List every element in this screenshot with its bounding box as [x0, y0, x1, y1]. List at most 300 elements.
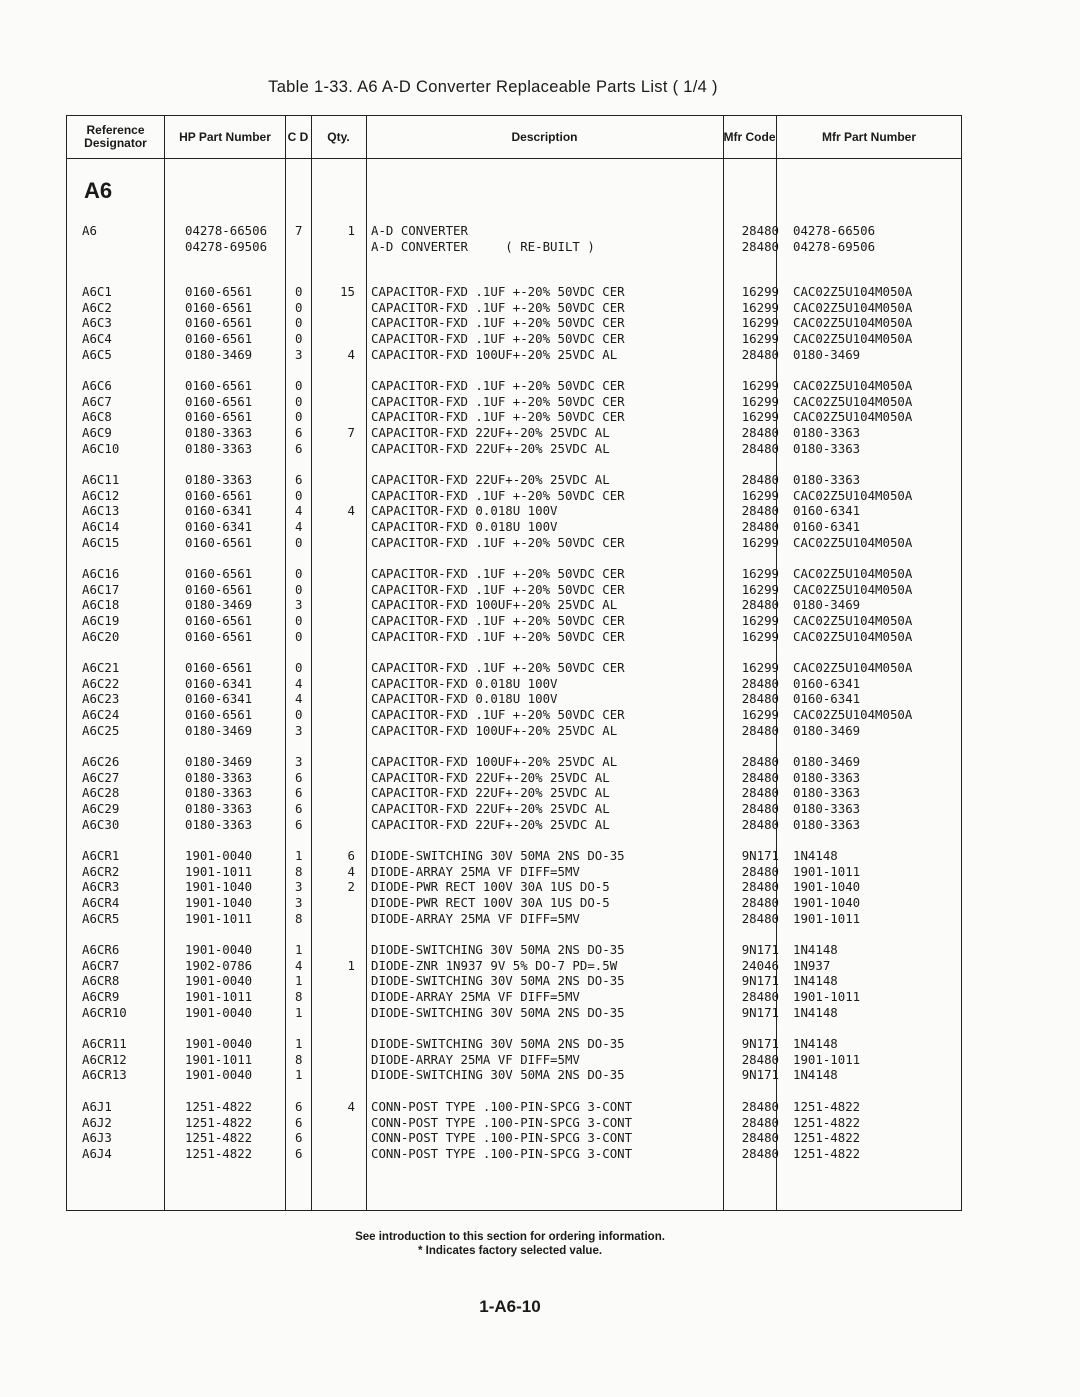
- cell-mpn: CAC02Z5U104M050A: [793, 378, 913, 393]
- cell-cd: 3: [295, 346, 303, 362]
- row-group: [67, 660, 961, 738]
- cell-desc: CAPACITOR-FXD .1UF +-20% 50VDC CER: [371, 566, 625, 581]
- cell-part: 0180-3469: [185, 346, 253, 362]
- cell-mfr: 16299: [741, 487, 779, 503]
- cell-mpn: 1901-1011: [793, 989, 861, 1005]
- cell-mpn: CAC02Z5U104M050A: [793, 534, 913, 550]
- cell-part: 0160-6561: [185, 534, 253, 550]
- table-row: [67, 378, 961, 394]
- cell-cd: 8: [295, 863, 303, 879]
- row-group: [67, 284, 961, 362]
- cell-qty: 4: [347, 1099, 355, 1114]
- cell-mpn: CAC02Z5U104M050A: [793, 613, 913, 629]
- cell-mpn: 1N937: [793, 957, 831, 973]
- cell-qty: 6: [347, 848, 355, 863]
- cell-desc: DIODE-ARRAY 25MA VF DIFF=5MV: [371, 1051, 580, 1067]
- cell-cd: 4: [295, 675, 303, 691]
- cell-mfr: 16299: [741, 566, 779, 581]
- cell-ref: A6C29: [82, 801, 120, 817]
- cell-part: 0180-3363: [185, 801, 253, 817]
- cell-mpn: 1901-1011: [793, 863, 861, 879]
- cell-mpn: CAC02Z5U104M050A: [793, 487, 913, 503]
- cell-part: 1901-1040: [185, 879, 253, 895]
- cell-desc: DIODE-SWITCHING 30V 50MA 2NS DO-35: [371, 848, 625, 863]
- cell-mfr: 16299: [741, 331, 779, 347]
- table-row: [67, 394, 961, 410]
- cell-part: 0160-6561: [185, 284, 253, 299]
- header-mfr-part-number: Mfr Part Number: [821, 129, 916, 144]
- header-qty: Qty.: [327, 129, 350, 144]
- cell-cd: 3: [295, 895, 303, 911]
- cell-qty: 4: [347, 503, 355, 519]
- cell-part: 0180-3469: [185, 597, 253, 613]
- cell-cd: 6: [295, 785, 303, 801]
- cell-mfr: 16299: [741, 284, 779, 299]
- cell-part: 0160-6561: [185, 707, 253, 723]
- cell-ref: A6CR8: [82, 973, 120, 989]
- cell-part: 04278-66506: [185, 223, 268, 238]
- table-row: [67, 942, 961, 958]
- cell-part: 1251-4822: [185, 1114, 253, 1130]
- footnote-ordering: See introduction to this section for ordering information.: [355, 1231, 665, 1243]
- cell-part: 0160-6561: [185, 409, 253, 425]
- cell-mpn: 1901-1040: [793, 895, 861, 911]
- table-row: [67, 707, 961, 723]
- cell-mpn: 0180-3469: [793, 346, 861, 362]
- cell-mpn: CAC02Z5U104M050A: [793, 315, 913, 331]
- cell-mfr: 16299: [741, 299, 779, 315]
- row-group: [67, 754, 961, 832]
- cell-mpn: CAC02Z5U104M050A: [793, 409, 913, 425]
- cell-mpn: CAC02Z5U104M050A: [793, 707, 913, 723]
- cell-desc: CAPACITOR-FXD 22UF+-20% 25VDC AL: [371, 472, 610, 487]
- cell-part: 1251-4822: [185, 1146, 253, 1162]
- cell-ref: A6C5: [82, 346, 112, 362]
- table-row: [67, 785, 961, 801]
- cell-cd: 4: [295, 519, 303, 535]
- cell-part: 0180-3469: [185, 722, 253, 738]
- cell-mfr: 16299: [741, 315, 779, 331]
- table-row: [67, 331, 961, 347]
- cell-cd: 0: [295, 331, 303, 347]
- table-row: [67, 958, 961, 974]
- cell-mpn: 0180-3469: [793, 597, 861, 613]
- cell-mfr: 28480: [741, 879, 779, 895]
- cell-mpn: 1251-4822: [793, 1130, 861, 1146]
- cell-desc: CAPACITOR-FXD 100UF+-20% 25VDC AL: [371, 597, 618, 613]
- cell-mfr: 9N171: [741, 1036, 779, 1051]
- cell-ref: A6C7: [82, 393, 112, 409]
- cell-mfr: 28480: [741, 722, 779, 738]
- cell-mpn: 1251-4822: [793, 1114, 861, 1130]
- cell-cd: 0: [295, 613, 303, 629]
- cell-ref: A6C23: [82, 691, 120, 707]
- table-row: [67, 864, 961, 880]
- cell-part: 1901-1011: [185, 989, 253, 1005]
- cell-desc: DIODE-SWITCHING 30V 50MA 2NS DO-35: [371, 973, 625, 989]
- cell-qty: 2: [347, 879, 355, 895]
- row-group: [67, 223, 961, 254]
- cell-part: 1901-0040: [185, 1067, 253, 1083]
- cell-qty: 4: [347, 863, 355, 879]
- cell-desc: CAPACITOR-FXD 0.018U 100V: [371, 675, 558, 691]
- table-row: [67, 676, 961, 692]
- cell-ref: A6C22: [82, 675, 120, 691]
- cell-mfr: 28480: [741, 895, 779, 911]
- cell-desc: CAPACITOR-FXD .1UF +-20% 50VDC CER: [371, 393, 625, 409]
- cell-mfr: 9N171: [741, 942, 779, 957]
- cell-mfr: 28480: [741, 1130, 779, 1146]
- cell-ref: A6CR5: [82, 910, 120, 926]
- cell-part: 0160-6561: [185, 581, 253, 597]
- cell-cd: 6: [295, 801, 303, 817]
- cell-mpn: CAC02Z5U104M050A: [793, 566, 913, 581]
- header-cd: C D: [287, 129, 309, 144]
- header-hp-part-number: HP Part Number: [179, 129, 271, 144]
- cell-part: 1901-1011: [185, 863, 253, 879]
- cell-cd: 0: [295, 581, 303, 597]
- cell-mpn: 0180-3363: [793, 440, 861, 456]
- cell-desc: CAPACITOR-FXD .1UF +-20% 50VDC CER: [371, 315, 625, 331]
- cell-desc: DIODE-SWITCHING 30V 50MA 2NS DO-35: [371, 1067, 625, 1083]
- cell-mfr: 9N171: [741, 973, 779, 989]
- cell-desc: CAPACITOR-FXD 0.018U 100V: [371, 503, 558, 519]
- cell-ref: A6C1: [82, 284, 112, 299]
- cell-cd: 4: [295, 957, 303, 973]
- cell-cd: 1: [295, 942, 303, 957]
- table-row: [67, 441, 961, 457]
- table-row: [67, 629, 961, 645]
- cell-desc: DIODE-SWITCHING 30V 50MA 2NS DO-35: [371, 1036, 625, 1051]
- cell-mpn: 1901-1040: [793, 879, 861, 895]
- cell-part: 1901-0040: [185, 942, 253, 957]
- cell-cd: 6: [295, 1099, 303, 1114]
- cell-ref: A6: [82, 223, 97, 238]
- row-group: [67, 848, 961, 926]
- cell-part: 0160-6561: [185, 566, 253, 581]
- cell-mfr: 28480: [741, 1099, 779, 1114]
- cell-part: 1251-4822: [185, 1099, 253, 1114]
- row-group: [67, 566, 961, 644]
- cell-part: 1901-0040: [185, 1036, 253, 1051]
- cell-mpn: 0180-3363: [793, 769, 861, 785]
- cell-desc: DIODE-ARRAY 25MA VF DIFF=5MV: [371, 989, 580, 1005]
- cell-desc: CAPACITOR-FXD .1UF +-20% 50VDC CER: [371, 581, 625, 597]
- table-row: [67, 770, 961, 786]
- cell-part: 1901-1011: [185, 1051, 253, 1067]
- cell-mfr: 28480: [741, 440, 779, 456]
- cell-desc: CAPACITOR-FXD .1UF +-20% 50VDC CER: [371, 660, 625, 675]
- cell-ref: A6C10: [82, 440, 120, 456]
- cell-desc: DIODE-ZNR 1N937 9V 5% DO-7 PD=.5W: [371, 957, 618, 973]
- cell-mpn: 1901-1011: [793, 1051, 861, 1067]
- table-row: [67, 425, 961, 441]
- cell-ref: A6C26: [82, 754, 120, 769]
- table-row: [67, 315, 961, 331]
- cell-part: 0160-6561: [185, 613, 253, 629]
- cell-ref: A6CR10: [82, 1004, 127, 1020]
- cell-ref: A6CR2: [82, 863, 120, 879]
- cell-desc: CAPACITOR-FXD 0.018U 100V: [371, 519, 558, 535]
- table-row: [67, 691, 961, 707]
- cell-ref: A6C12: [82, 487, 120, 503]
- cell-cd: 6: [295, 769, 303, 785]
- cell-cd: 0: [295, 566, 303, 581]
- cell-qty: 1: [347, 957, 355, 973]
- cell-desc: CAPACITOR-FXD 22UF+-20% 25VDC AL: [371, 816, 610, 832]
- cell-part: 0160-6341: [185, 675, 253, 691]
- cell-mpn: 1N4148: [793, 848, 838, 863]
- cell-mfr: 28480: [741, 238, 779, 254]
- cell-cd: 0: [295, 660, 303, 675]
- cell-desc: A-D CONVERTER: [371, 223, 468, 238]
- cell-mfr: 28480: [741, 503, 779, 519]
- cell-cd: 0: [295, 315, 303, 331]
- row-group: [67, 472, 961, 550]
- cell-ref: A6C27: [82, 769, 120, 785]
- cell-mfr: 16299: [741, 660, 779, 675]
- cell-cd: 8: [295, 1051, 303, 1067]
- cell-cd: 0: [295, 393, 303, 409]
- cell-mfr: 16299: [741, 534, 779, 550]
- table-row: [67, 801, 961, 817]
- cell-mpn: 0160-6341: [793, 503, 861, 519]
- cell-mpn: 1251-4822: [793, 1146, 861, 1162]
- cell-desc: CAPACITOR-FXD 22UF+-20% 25VDC AL: [371, 440, 610, 456]
- cell-desc: DIODE-PWR RECT 100V 30A 1US DO-5: [371, 879, 610, 895]
- cell-part: 1902-0786: [185, 957, 253, 973]
- cell-mpn: 0160-6341: [793, 675, 861, 691]
- cell-mpn: CAC02Z5U104M050A: [793, 299, 913, 315]
- header-reference-designator: Reference Designator: [84, 123, 147, 150]
- cell-mfr: 16299: [741, 393, 779, 409]
- cell-mfr: 16299: [741, 409, 779, 425]
- cell-cd: 1: [295, 973, 303, 989]
- table-row: [67, 284, 961, 300]
- cell-part: 0160-6561: [185, 378, 253, 393]
- table-row: [67, 582, 961, 598]
- cell-mfr: 16299: [741, 613, 779, 629]
- cell-mfr: 9N171: [741, 848, 779, 863]
- cell-mfr: 28480: [741, 769, 779, 785]
- cell-mfr: 28480: [741, 472, 779, 487]
- parts-table: [66, 115, 962, 1211]
- cell-cd: 0: [295, 707, 303, 723]
- cell-ref: A6CR4: [82, 895, 120, 911]
- cell-desc: CONN-POST TYPE .100-PIN-SPCG 3-CONT: [371, 1114, 633, 1130]
- cell-part: 1901-0040: [185, 848, 253, 863]
- cell-cd: 3: [295, 879, 303, 895]
- cell-cd: 1: [295, 848, 303, 863]
- cell-mfr: 24046: [741, 957, 779, 973]
- cell-ref: A6CR12: [82, 1051, 127, 1067]
- cell-ref: A6C17: [82, 581, 120, 597]
- cell-qty: 4: [347, 346, 355, 362]
- cell-cd: 4: [295, 503, 303, 519]
- table-row: [67, 1036, 961, 1052]
- cell-mpn: 0180-3363: [793, 785, 861, 801]
- cell-cd: 8: [295, 910, 303, 926]
- cell-ref: A6C11: [82, 472, 120, 487]
- table-row: [67, 895, 961, 911]
- cell-mpn: 1N4148: [793, 1036, 838, 1051]
- cell-cd: 6: [295, 816, 303, 832]
- cell-mpn: 0160-6341: [793, 519, 861, 535]
- cell-mfr: 28480: [741, 1146, 779, 1162]
- cell-desc: CAPACITOR-FXD 100UF+-20% 25VDC AL: [371, 754, 618, 769]
- cell-cd: 3: [295, 722, 303, 738]
- row-group: [67, 1099, 961, 1162]
- cell-part: 0180-3469: [185, 754, 253, 769]
- cell-mfr: 16299: [741, 628, 779, 644]
- cell-mfr: 28480: [741, 816, 779, 832]
- cell-part: 0160-6561: [185, 393, 253, 409]
- cell-part: 0180-3363: [185, 769, 253, 785]
- cell-desc: CAPACITOR-FXD .1UF +-20% 50VDC CER: [371, 299, 625, 315]
- table-row: [67, 1115, 961, 1131]
- table-row: [67, 223, 961, 239]
- cell-mfr: 28480: [741, 1114, 779, 1130]
- cell-qty: 7: [347, 425, 355, 441]
- cell-cd: 0: [295, 299, 303, 315]
- cell-part: 1901-0040: [185, 973, 253, 989]
- cell-part: 0180-3363: [185, 785, 253, 801]
- cell-mpn: 1901-1011: [793, 910, 861, 926]
- cell-cd: 8: [295, 989, 303, 1005]
- cell-mfr: 28480: [741, 801, 779, 817]
- cell-mpn: 04278-66506: [793, 223, 876, 238]
- row-group: [67, 942, 961, 1020]
- table-row: [67, 566, 961, 582]
- cell-mfr: 16299: [741, 378, 779, 393]
- cell-mpn: 0180-3363: [793, 816, 861, 832]
- cell-ref: A6CR7: [82, 957, 120, 973]
- section-title: A6: [84, 178, 113, 203]
- cell-desc: CAPACITOR-FXD 22UF+-20% 25VDC AL: [371, 425, 610, 441]
- cell-desc: CONN-POST TYPE .100-PIN-SPCG 3-CONT: [371, 1130, 633, 1146]
- cell-mpn: 04278-69506: [793, 238, 876, 254]
- cell-ref: A6C8: [82, 409, 112, 425]
- table-row: [67, 597, 961, 613]
- cell-part: 0160-6341: [185, 691, 253, 707]
- cell-mpn: CAC02Z5U104M050A: [793, 393, 913, 409]
- cell-qty: 1: [347, 223, 355, 238]
- cell-mfr: 28480: [741, 754, 779, 769]
- cell-ref: A6C13: [82, 503, 120, 519]
- cell-part: 1251-4822: [185, 1130, 253, 1146]
- table-row: [67, 848, 961, 864]
- table-row: [67, 503, 961, 519]
- cell-ref: A6C16: [82, 566, 120, 581]
- table-row: [67, 1052, 961, 1068]
- cell-mpn: 1N4148: [793, 942, 838, 957]
- table-row: [67, 989, 961, 1005]
- table-row: [67, 723, 961, 739]
- table-row: [67, 1130, 961, 1146]
- cell-desc: CAPACITOR-FXD .1UF +-20% 50VDC CER: [371, 378, 625, 393]
- cell-ref: A6J3: [82, 1130, 112, 1146]
- cell-desc: CAPACITOR-FXD .1UF +-20% 50VDC CER: [371, 534, 625, 550]
- cell-desc: CAPACITOR-FXD 100UF+-20% 25VDC AL: [371, 346, 618, 362]
- cell-cd: 0: [295, 409, 303, 425]
- cell-mfr: 28480: [741, 989, 779, 1005]
- cell-qty: 15: [340, 284, 355, 299]
- table-row: [67, 1146, 961, 1162]
- cell-part: 1901-0040: [185, 1004, 253, 1020]
- cell-desc: CAPACITOR-FXD .1UF +-20% 50VDC CER: [371, 284, 625, 299]
- table-row: [67, 754, 961, 770]
- cell-ref: A6C9: [82, 425, 112, 441]
- cell-mpn: 0180-3363: [793, 472, 861, 487]
- table-row: [67, 1005, 961, 1021]
- cell-cd: 6: [295, 1130, 303, 1146]
- cell-ref: A6C20: [82, 628, 120, 644]
- cell-ref: A6C25: [82, 722, 120, 738]
- cell-part: 0180-3363: [185, 425, 253, 441]
- table-row: [67, 973, 961, 989]
- cell-desc: CAPACITOR-FXD .1UF +-20% 50VDC CER: [371, 707, 625, 723]
- header-divider: [67, 158, 961, 159]
- cell-mpn: CAC02Z5U104M050A: [793, 628, 913, 644]
- cell-mpn: 1N4148: [793, 1004, 838, 1020]
- cell-ref: A6J1: [82, 1099, 112, 1114]
- page-number: 1-A6-10: [479, 1297, 541, 1316]
- cell-ref: A6J4: [82, 1146, 112, 1162]
- cell-ref: A6CR11: [82, 1036, 127, 1051]
- table-row: [67, 660, 961, 676]
- cell-ref: A6C19: [82, 613, 120, 629]
- table-row: [67, 488, 961, 504]
- cell-mpn: 0160-6341: [793, 691, 861, 707]
- table-row: [67, 519, 961, 535]
- cell-cd: 0: [295, 378, 303, 393]
- cell-mpn: 1N4148: [793, 1067, 838, 1083]
- cell-mfr: 9N171: [741, 1004, 779, 1020]
- cell-part: 0160-6341: [185, 519, 253, 535]
- cell-part: 0160-6561: [185, 299, 253, 315]
- table-row: [67, 347, 961, 363]
- table-row: [67, 239, 961, 255]
- cell-mpn: CAC02Z5U104M050A: [793, 331, 913, 347]
- cell-part: 0160-6561: [185, 331, 253, 347]
- cell-mfr: 28480: [741, 1051, 779, 1067]
- cell-ref: A6C6: [82, 378, 112, 393]
- cell-ref: A6C4: [82, 331, 112, 347]
- cell-mfr: 28480: [741, 346, 779, 362]
- cell-cd: 0: [295, 487, 303, 503]
- cell-mfr: 16299: [741, 581, 779, 597]
- cell-cd: 0: [295, 628, 303, 644]
- cell-ref: A6C3: [82, 315, 112, 331]
- cell-mfr: 28480: [741, 691, 779, 707]
- table-row: [67, 911, 961, 927]
- cell-mfr: 28480: [741, 425, 779, 441]
- cell-ref: A6J2: [82, 1114, 112, 1130]
- row-group: [67, 378, 961, 456]
- cell-cd: 0: [295, 534, 303, 550]
- table-row: [67, 817, 961, 833]
- cell-ref: A6CR9: [82, 989, 120, 1005]
- cell-cd: 3: [295, 754, 303, 769]
- table-row: [67, 409, 961, 425]
- table-row: [67, 879, 961, 895]
- cell-mpn: CAC02Z5U104M050A: [793, 581, 913, 597]
- cell-desc: DIODE-PWR RECT 100V 30A 1US DO-5: [371, 895, 610, 911]
- cell-cd: 6: [295, 1146, 303, 1162]
- table-row: [67, 613, 961, 629]
- cell-mpn: CAC02Z5U104M050A: [793, 284, 913, 299]
- cell-cd: 0: [295, 284, 303, 299]
